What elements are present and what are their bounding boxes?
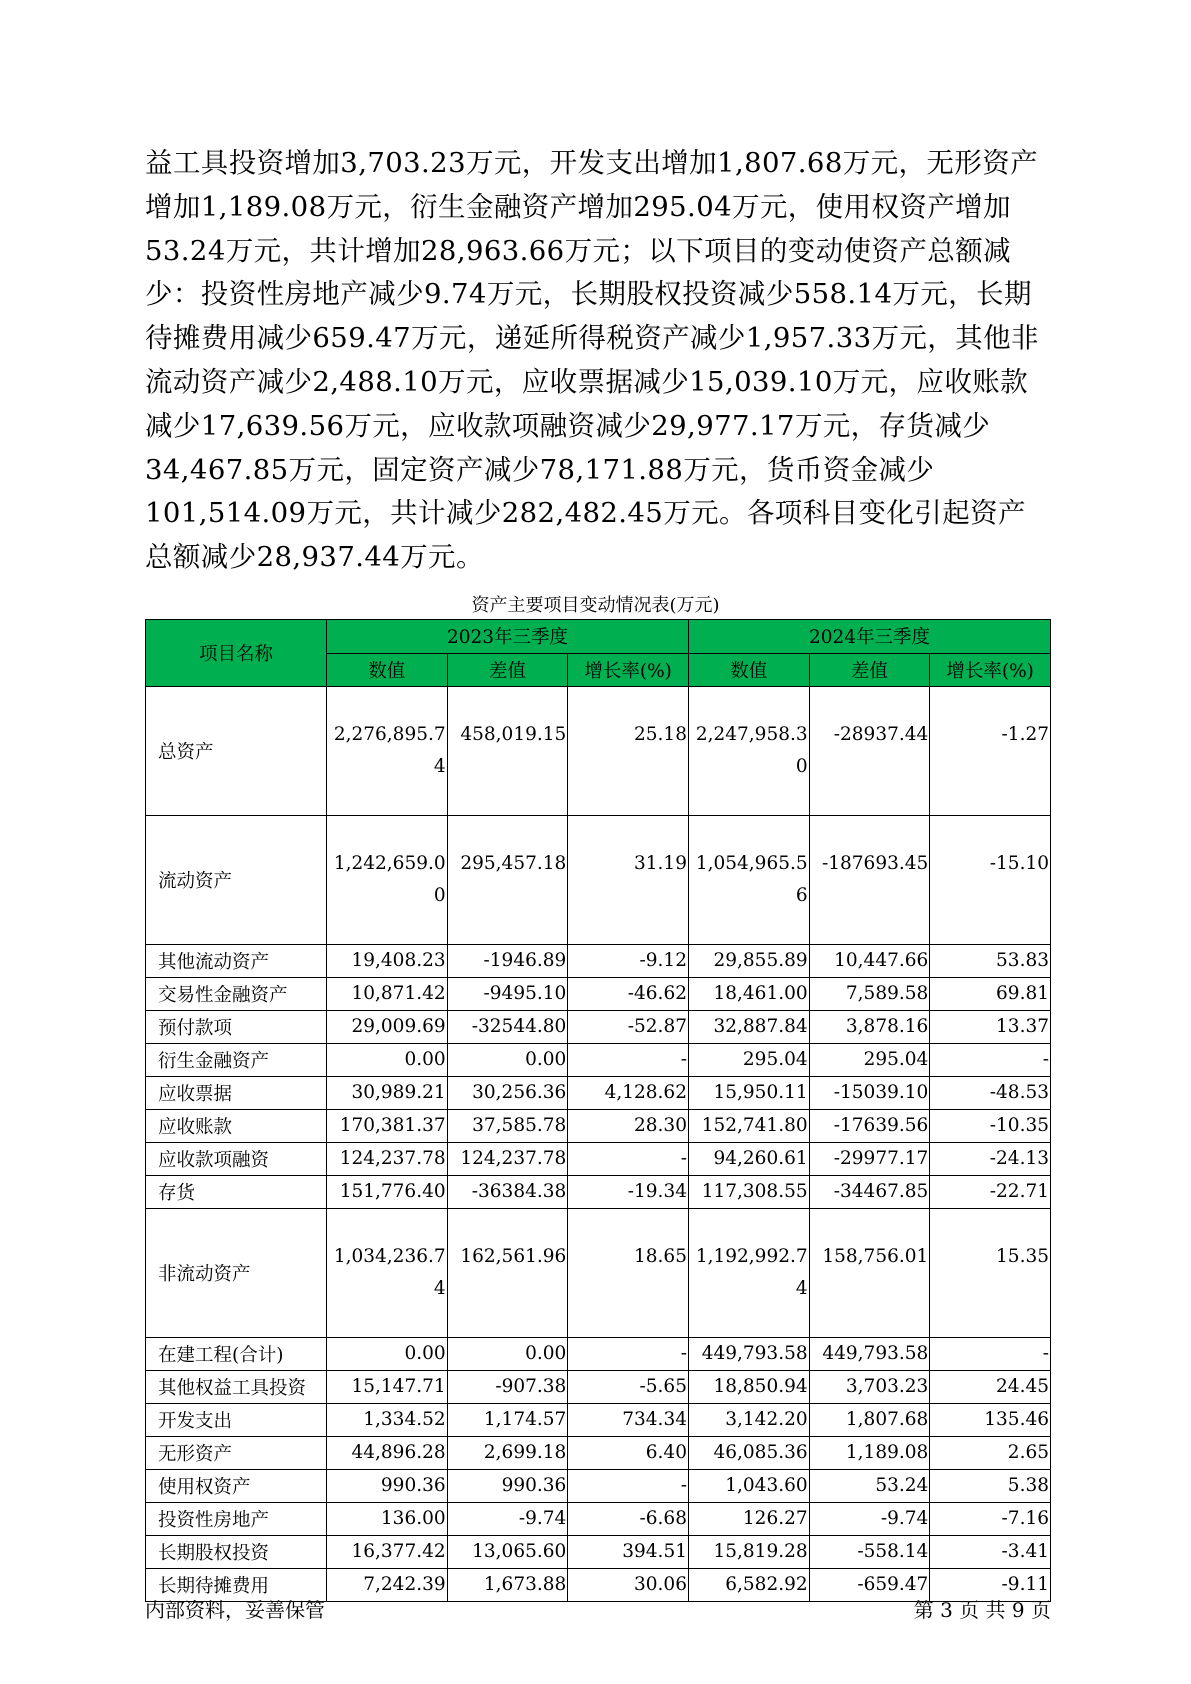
- header-diff-2023: 差值: [447, 653, 568, 687]
- growth-2023: 394.51: [568, 1536, 689, 1569]
- diff-2023: 37,585.78: [447, 1110, 568, 1143]
- header-growth-2023: 增长率(%): [568, 653, 689, 687]
- diff-2023: 0.00: [447, 1044, 568, 1077]
- table-row: [146, 1110, 1051, 1143]
- diff-2024: -187693.45: [809, 816, 930, 945]
- row-label: 应收票据: [146, 1077, 327, 1110]
- header-growth-2024: 增长率(%): [930, 653, 1051, 687]
- diff-2023: 2,699.18: [447, 1437, 568, 1470]
- growth-2024: 2.65: [930, 1437, 1051, 1470]
- diff-2024: 10,447.66: [809, 945, 930, 978]
- body-paragraph: 益工具投资增加3,703.23万元，开发支出增加1,807.68万元，无形资产增加1,189.08万元，衍生金融资产增加295.04万元，使用权资产增加53.24万元，共计增加28,963.66万元；以下项目的变动使资产总额减少：投资性房地产减少9.74万元，长期股权投资减少558.14万元，长期待摊费用减少659.47万元，递延所得税资产减少1,957.33万元，其他非流动资产减少2,488.10万元，应收票据减少15,039.10万元，应收账款减少17,639.56万元，应收款项融资减少29,977.17万元，存货减少34,467.85万元，固定资产减少78,171.88万元，货币资金减少101,514.09万元，共计减少282,482.45万元。各项科目变化引起资产总额减少28,937.44万元。: [145, 147, 1039, 574]
- value-2024: 46,085.36: [688, 1437, 809, 1470]
- value-2024: 126.27: [688, 1503, 809, 1536]
- footer-page-number: 第 3 页 共 9 页: [913, 1598, 1051, 1622]
- table-caption: 资产主要项目变动情况表(万元): [471, 595, 720, 616]
- growth-2024: 5.38: [930, 1470, 1051, 1503]
- growth-2023: -5.65: [568, 1371, 689, 1404]
- table-row: [146, 1569, 1051, 1602]
- growth-2024: -7.16: [930, 1503, 1051, 1536]
- table-row: [146, 687, 1051, 816]
- diff-2023: -907.38: [447, 1371, 568, 1404]
- value-2024: 6,582.92: [688, 1569, 809, 1602]
- table-row: [146, 1371, 1051, 1404]
- diff-2024: -659.47: [809, 1569, 930, 1602]
- header-period-2023: 2023年三季度: [326, 620, 688, 654]
- value-2023: 7,242.39: [326, 1569, 447, 1602]
- diff-2023: 124,237.78: [447, 1143, 568, 1176]
- table-row: [146, 816, 1051, 945]
- table-row: [146, 1404, 1051, 1437]
- table-row: [146, 1176, 1051, 1209]
- value-2023: 19,408.23: [326, 945, 447, 978]
- table-row: [146, 1011, 1051, 1044]
- growth-2023: -: [568, 1338, 689, 1371]
- diff-2023: 0.00: [447, 1338, 568, 1371]
- header-diff-2024: 差值: [809, 653, 930, 687]
- diff-2023: -9495.10: [447, 978, 568, 1011]
- diff-2024: 53.24: [809, 1470, 930, 1503]
- growth-2024: -3.41: [930, 1536, 1051, 1569]
- growth-2024: -1.27: [930, 687, 1051, 816]
- value-2024: 15,950.11: [688, 1077, 809, 1110]
- table-row: [146, 1209, 1051, 1338]
- value-2023: 44,896.28: [326, 1437, 447, 1470]
- diff-2023: 295,457.18: [447, 816, 568, 945]
- value-2023: 170,381.37: [326, 1110, 447, 1143]
- row-label: 长期股权投资: [146, 1536, 327, 1569]
- diff-2024: -9.74: [809, 1503, 930, 1536]
- growth-2024: 69.81: [930, 978, 1051, 1011]
- growth-2023: 4,128.62: [568, 1077, 689, 1110]
- table-row: [146, 1503, 1051, 1536]
- growth-2024: 53.83: [930, 945, 1051, 978]
- growth-2024: 13.37: [930, 1011, 1051, 1044]
- growth-2024: -9.11: [930, 1569, 1051, 1602]
- growth-2024: 24.45: [930, 1371, 1051, 1404]
- value-2023: 1,334.52: [326, 1404, 447, 1437]
- growth-2023: -52.87: [568, 1011, 689, 1044]
- value-2024: 29,855.89: [688, 945, 809, 978]
- row-label: 其他流动资产: [146, 945, 327, 978]
- growth-2023: 31.19: [568, 816, 689, 945]
- footer-confidential-note: 内部资料，妥善保管: [145, 1598, 325, 1622]
- header-value-2023: 数值: [326, 653, 447, 687]
- value-2023: 15,147.71: [326, 1371, 447, 1404]
- growth-2023: 28.30: [568, 1110, 689, 1143]
- value-2023: 2,276,895.74: [326, 687, 447, 816]
- diff-2024: -28937.44: [809, 687, 930, 816]
- growth-2023: -46.62: [568, 978, 689, 1011]
- row-label: 长期待摊费用: [146, 1569, 327, 1602]
- diff-2024: 3,703.23: [809, 1371, 930, 1404]
- value-2023: 30,989.21: [326, 1077, 447, 1110]
- value-2023: 136.00: [326, 1503, 447, 1536]
- row-label: 使用权资产: [146, 1470, 327, 1503]
- value-2023: 151,776.40: [326, 1176, 447, 1209]
- row-label: 衍生金融资产: [146, 1044, 327, 1077]
- row-label: 在建工程(合计): [146, 1338, 327, 1371]
- value-2024: 449,793.58: [688, 1338, 809, 1371]
- table-row: [146, 1044, 1051, 1077]
- value-2023: 124,237.78: [326, 1143, 447, 1176]
- table-row: [146, 1143, 1051, 1176]
- value-2024: 18,850.94: [688, 1371, 809, 1404]
- header-item-name: 项目名称: [146, 620, 327, 687]
- growth-2023: -9.12: [568, 945, 689, 978]
- growth-2024: -48.53: [930, 1077, 1051, 1110]
- diff-2024: 1,807.68: [809, 1404, 930, 1437]
- table-row: [146, 1338, 1051, 1371]
- value-2024: 2,247,958.30: [688, 687, 809, 816]
- value-2024: 18,461.00: [688, 978, 809, 1011]
- row-label: 交易性金融资产: [146, 978, 327, 1011]
- row-label: 应收账款: [146, 1110, 327, 1143]
- diff-2023: 13,065.60: [447, 1536, 568, 1569]
- growth-2023: -6.68: [568, 1503, 689, 1536]
- table-row: [146, 978, 1051, 1011]
- growth-2023: 18.65: [568, 1209, 689, 1338]
- diff-2024: 1,189.08: [809, 1437, 930, 1470]
- table-row: [146, 1470, 1051, 1503]
- growth-2024: 15.35: [930, 1209, 1051, 1338]
- row-label: 投资性房地产: [146, 1503, 327, 1536]
- diff-2024: 449,793.58: [809, 1338, 930, 1371]
- diff-2024: 158,756.01: [809, 1209, 930, 1338]
- growth-2023: 25.18: [568, 687, 689, 816]
- diff-2023: 30,256.36: [447, 1077, 568, 1110]
- diff-2023: 1,673.88: [447, 1569, 568, 1602]
- row-label: 非流动资产: [146, 1209, 327, 1338]
- diff-2023: -32544.80: [447, 1011, 568, 1044]
- diff-2023: 990.36: [447, 1470, 568, 1503]
- value-2024: 3,142.20: [688, 1404, 809, 1437]
- row-label: 无形资产: [146, 1437, 327, 1470]
- value-2024: 94,260.61: [688, 1143, 809, 1176]
- header-period-2024: 2024年三季度: [688, 620, 1050, 654]
- diff-2023: 162,561.96: [447, 1209, 568, 1338]
- value-2023: 990.36: [326, 1470, 447, 1503]
- diff-2024: 3,878.16: [809, 1011, 930, 1044]
- header-value-2024: 数值: [688, 653, 809, 687]
- value-2023: 16,377.42: [326, 1536, 447, 1569]
- growth-2024: 135.46: [930, 1404, 1051, 1437]
- table-row: [146, 1077, 1051, 1110]
- value-2024: 32,887.84: [688, 1011, 809, 1044]
- row-label: 其他权益工具投资: [146, 1371, 327, 1404]
- diff-2024: -29977.17: [809, 1143, 930, 1176]
- row-label: 开发支出: [146, 1404, 327, 1437]
- growth-2023: -: [568, 1143, 689, 1176]
- value-2023: 0.00: [326, 1338, 447, 1371]
- diff-2024: -34467.85: [809, 1176, 930, 1209]
- growth-2024: -: [930, 1044, 1051, 1077]
- value-2024: 117,308.55: [688, 1176, 809, 1209]
- diff-2024: 295.04: [809, 1044, 930, 1077]
- value-2023: 1,242,659.00: [326, 816, 447, 945]
- asset-change-table: [145, 619, 1051, 1602]
- row-label: 存货: [146, 1176, 327, 1209]
- growth-2024: -: [930, 1338, 1051, 1371]
- table-row: [146, 1536, 1051, 1569]
- row-label: 总资产: [146, 687, 327, 816]
- diff-2023: -36384.38: [447, 1176, 568, 1209]
- table-row: [146, 945, 1051, 978]
- row-label: 应收款项融资: [146, 1143, 327, 1176]
- diff-2024: -15039.10: [809, 1077, 930, 1110]
- value-2024: 1,043.60: [688, 1470, 809, 1503]
- diff-2023: -1946.89: [447, 945, 568, 978]
- diff-2024: 7,589.58: [809, 978, 930, 1011]
- growth-2023: 6.40: [568, 1437, 689, 1470]
- value-2024: 1,192,992.74: [688, 1209, 809, 1338]
- diff-2023: 1,174.57: [447, 1404, 568, 1437]
- value-2024: 295.04: [688, 1044, 809, 1077]
- diff-2024: -558.14: [809, 1536, 930, 1569]
- value-2023: 0.00: [326, 1044, 447, 1077]
- growth-2024: -24.13: [930, 1143, 1051, 1176]
- growth-2023: -: [568, 1470, 689, 1503]
- value-2024: 15,819.28: [688, 1536, 809, 1569]
- value-2023: 1,034,236.74: [326, 1209, 447, 1338]
- growth-2023: -19.34: [568, 1176, 689, 1209]
- value-2024: 152,741.80: [688, 1110, 809, 1143]
- diff-2023: 458,019.15: [447, 687, 568, 816]
- growth-2023: 734.34: [568, 1404, 689, 1437]
- value-2024: 1,054,965.56: [688, 816, 809, 945]
- growth-2024: -22.71: [930, 1176, 1051, 1209]
- diff-2024: -17639.56: [809, 1110, 930, 1143]
- growth-2024: -15.10: [930, 816, 1051, 945]
- table-row: [146, 1437, 1051, 1470]
- value-2023: 29,009.69: [326, 1011, 447, 1044]
- row-label: 流动资产: [146, 816, 327, 945]
- growth-2023: -: [568, 1044, 689, 1077]
- diff-2023: -9.74: [447, 1503, 568, 1536]
- row-label: 预付款项: [146, 1011, 327, 1044]
- value-2023: 10,871.42: [326, 978, 447, 1011]
- growth-2024: -10.35: [930, 1110, 1051, 1143]
- growth-2023: 30.06: [568, 1569, 689, 1602]
